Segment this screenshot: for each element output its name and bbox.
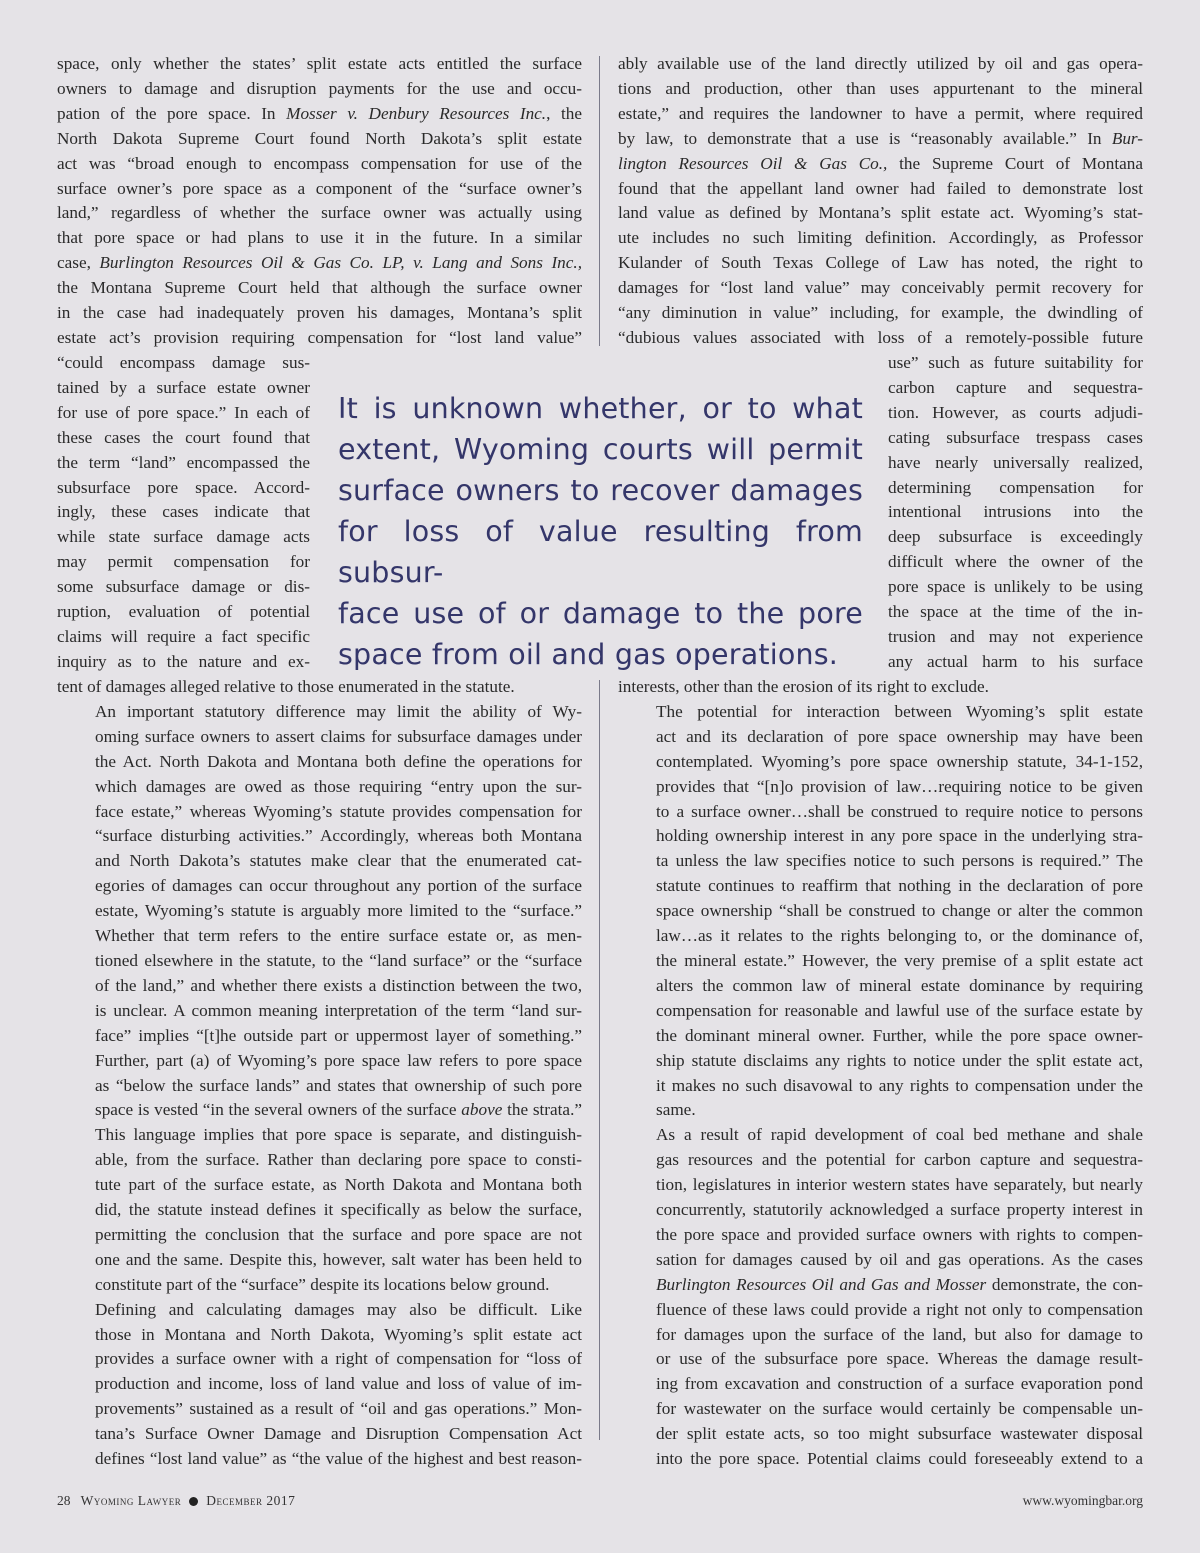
text-line: permitting the conclusion that the surface and pore space are not bbox=[95, 1224, 582, 1244]
text-line: alters the common law of mineral estate dominance by requiring bbox=[656, 975, 1143, 995]
text-line: constitute part of the “surface” despite its locations below ground. bbox=[95, 1274, 550, 1294]
text-line: “any diminution in value” including, for example, the dwindling of bbox=[618, 303, 1143, 323]
text-line: act was “broad enough to encompass compensation for use of the bbox=[57, 153, 582, 173]
text-line: intentional intrusions into the bbox=[888, 502, 1143, 522]
text-line: concurrently, statutorily acknowledged a surface property interest in bbox=[656, 1200, 1143, 1220]
text-line: have nearly universally realized, bbox=[888, 452, 1143, 472]
text-line: compensation for reasonable and lawful use of the surface estate by bbox=[656, 1000, 1143, 1020]
text-line: oming surface owners to assert claims for subsurface damages under bbox=[95, 726, 582, 746]
text-line: space is vested “in the several owners of the surface above the strata.” bbox=[95, 1100, 582, 1120]
paragraph bbox=[57, 1298, 582, 1472]
text-line: damages for “lost land value” may conceivably permit recovery for bbox=[618, 278, 1143, 298]
footer-left bbox=[57, 1493, 295, 1509]
text-line: face estate,” whereas Wyoming’s statute provides compensation for bbox=[95, 801, 582, 821]
text-line: found that the appellant land owner had failed to demonstrate lost bbox=[618, 178, 1143, 198]
text-line: der split estate acts, so too might subsurface wastewater disposal bbox=[656, 1424, 1143, 1444]
text-line: that pore space or had plans to use it in the future. In a similar bbox=[57, 228, 582, 248]
text-line: Kulander of South Texas College of Law has noted, the right to bbox=[618, 253, 1143, 273]
text-line: “dubious values associated with loss of a remotely-possible future bbox=[618, 327, 1143, 347]
text-line: estate,” and requires the landowner to have a permit, where required bbox=[618, 103, 1143, 123]
text-line: the space at the time of the in- bbox=[888, 602, 1143, 622]
text-line: ruption, evaluation of potential bbox=[57, 602, 310, 622]
text-line: while state surface damage acts bbox=[57, 527, 310, 547]
pull-quote-line: space from oil and gas operations. bbox=[338, 638, 839, 671]
text-line: trusion and may not experience bbox=[888, 626, 1143, 646]
paragraph bbox=[618, 675, 1143, 700]
text-line: estate, Wyoming’s statute is arguably more limited to the “surface.” bbox=[95, 901, 582, 921]
text-line: carbon capture and sequestra- bbox=[888, 377, 1143, 397]
left-column-bottom bbox=[57, 675, 582, 1472]
text-line: those in Montana and North Dakota, Wyoming’s split estate act bbox=[95, 1324, 582, 1344]
text-line: statute continues to reaffirm that nothing in the declaration of pore bbox=[656, 876, 1143, 896]
website: www.wyomingbar.org bbox=[1022, 1493, 1143, 1508]
right-column-top bbox=[618, 52, 1143, 351]
text-line: egories of damages can occur throughout any portion of the surface bbox=[95, 876, 582, 896]
text-line: The potential for interaction between Wyoming’s split estate bbox=[656, 701, 1143, 721]
text-line: act and its declaration of pore space ownership may have been bbox=[656, 726, 1143, 746]
text-line: gas resources and the potential for carbon capture and sequestra- bbox=[656, 1150, 1143, 1170]
text-line: for wastewater on the surface would certainly be compensable un- bbox=[656, 1399, 1143, 1419]
text-line: land value as defined by Montana’s split estate act. Wyoming’s stat- bbox=[618, 203, 1143, 223]
text-line: by law, to demonstrate that a use is “reasonably available.” In Bur- bbox=[618, 128, 1143, 148]
column-rule bbox=[599, 680, 600, 1440]
text-line: one and the same. Despite this, however, salt water has been held to bbox=[95, 1249, 582, 1269]
paragraph bbox=[618, 1123, 1143, 1472]
text-line: is unclear. A common meaning interpretation of the term “land sur- bbox=[95, 1000, 582, 1020]
text-line: it makes no such disavowal to any rights to compensation under the bbox=[656, 1075, 1143, 1095]
text-line: determining compensation for bbox=[888, 477, 1143, 497]
pull-quote-line: surface owners to recover damages bbox=[338, 474, 863, 507]
text-line: Whether that term refers to the entire surface estate or, as men- bbox=[95, 926, 582, 946]
text-line: As a result of rapid development of coal bed methane and shale bbox=[656, 1125, 1143, 1145]
text-line: pation of the pore space. In Mosser v. Denbury Resources Inc., the bbox=[57, 103, 582, 123]
text-line: same. bbox=[656, 1100, 696, 1120]
right-column-bottom bbox=[618, 675, 1143, 1472]
text-line: tion, legislatures in interior western states have separately, but nearly bbox=[656, 1175, 1143, 1195]
text-line: which damages are owed as those requiring “entry upon the sur- bbox=[95, 776, 582, 796]
text-line: ute includes no such limiting definition. Accordingly, as Professor bbox=[618, 228, 1143, 248]
pull-quote-line: extent, Wyoming courts will permit bbox=[338, 433, 863, 466]
text-line: subsurface pore space. Accord- bbox=[57, 477, 310, 497]
issue-date: December 2017 bbox=[206, 1493, 296, 1508]
text-line: tained by a surface estate owner bbox=[57, 377, 310, 397]
text-line: to a surface owner…shall be construed to require notice to persons bbox=[656, 801, 1143, 821]
text-line: An important statutory difference may limit the ability of Wy- bbox=[95, 701, 582, 721]
text-line: inquiry as to the nature and ex- bbox=[57, 651, 310, 671]
text-line: did, the statute instead defines it specifically as below the surface, bbox=[95, 1200, 582, 1220]
text-line: into the pore space. Potential claims could foreseeably extend to a bbox=[656, 1449, 1143, 1469]
pull-quote-line: It is unknown whether, or to what bbox=[338, 392, 863, 425]
text-line: and North Dakota’s statutes make clear that the enumerated cat- bbox=[95, 851, 582, 871]
text-line: provides that “[n]o provision of law…requiring notice to be given bbox=[656, 776, 1143, 796]
text-line: any actual harm to his surface bbox=[888, 651, 1143, 671]
text-line: able, from the surface. Rather than declaring pore space to consti- bbox=[95, 1150, 582, 1170]
text-line: may permit compensation for bbox=[57, 552, 310, 572]
text-line: interests, other than the erosion of its right to exclude. bbox=[618, 677, 989, 696]
text-line: use” such as future suitability for bbox=[888, 353, 1143, 372]
text-line: land,” regardless of whether the surface owner was actually using bbox=[57, 203, 582, 223]
pull-quote-line: face use of or damage to the pore bbox=[338, 597, 863, 630]
text-line: surface owner’s pore space as a component of the “surface owner’s bbox=[57, 178, 582, 198]
text-line: pore space is unlikely to be using bbox=[888, 577, 1143, 597]
text-line: these cases the court found that bbox=[57, 427, 310, 447]
text-line: ing from excavation and construction of a surface evaporation pond bbox=[656, 1374, 1143, 1394]
text-line: some subsurface damage or dis- bbox=[57, 577, 310, 597]
text-line: space, only whether the states’ split estate acts entitled the surface bbox=[57, 54, 582, 73]
text-line: sation for damages caused by oil and gas operations. As the cases bbox=[656, 1249, 1143, 1269]
page-number: 28 bbox=[57, 1493, 71, 1508]
text-line: production and income, loss of land value and loss of value of im- bbox=[95, 1374, 582, 1394]
text-line: the mineral estate.” However, the very premise of a split estate act bbox=[656, 950, 1143, 970]
text-line: tioned elsewhere in the statute, to the “land surface” or the “surface bbox=[95, 950, 582, 970]
text-line: Burlington Resources Oil and Gas and Mosser demonstrate, the con- bbox=[656, 1274, 1143, 1294]
text-line: provements” sustained as a result of “oil and gas operations.” Mon- bbox=[95, 1399, 582, 1419]
text-line: for use of pore space.” In each of bbox=[57, 402, 310, 422]
text-line: as “below the surface lands” and states that ownership of such pore bbox=[95, 1075, 582, 1095]
text-line: the Act. North Dakota and Montana both define the operations for bbox=[95, 751, 582, 771]
column-rule bbox=[599, 56, 600, 346]
text-line: ably available use of the land directly utilized by oil and gas opera- bbox=[618, 54, 1143, 73]
text-line: face” implies “[t]he outside part or uppermost layer of something.” bbox=[95, 1025, 582, 1045]
text-line: estate act’s provision requiring compensation for “lost land value” bbox=[57, 327, 582, 347]
text-line: the term “land” encompassed the bbox=[57, 452, 310, 472]
text-line: claims will require a fact specific bbox=[57, 626, 310, 646]
text-line: owners to damage and disruption payments for the use and occu- bbox=[57, 78, 582, 98]
text-line: Defining and calculating damages may also be difficult. Like bbox=[95, 1299, 582, 1319]
text-line: of the land,” and whether there exists a distinction between the two, bbox=[95, 975, 582, 995]
text-line: the dominant mineral owner. Further, while the pore space owner- bbox=[656, 1025, 1143, 1045]
text-line: tana’s Surface Owner Damage and Disruption Compensation Act bbox=[95, 1424, 582, 1444]
text-line: law…as it relates to the rights belonging to, or the dominance of, bbox=[656, 926, 1143, 946]
text-line: tent of damages alleged relative to those enumerated in the statute. bbox=[57, 677, 515, 696]
text-line: tute part of the surface estate, as North Dakota and Montana both bbox=[95, 1175, 582, 1195]
pull-quote-line: for loss of value resulting from subsur- bbox=[338, 515, 863, 589]
text-line: Further, part (a) of Wyoming’s pore space law refers to pore space bbox=[95, 1050, 582, 1070]
publication-name: Wyoming Lawyer bbox=[80, 1493, 182, 1508]
right-column-wrap bbox=[888, 351, 1143, 675]
text-line: in the case had inadequately proven his damages, Montana’s split bbox=[57, 303, 582, 323]
text-line: space ownership “shall be construed to change or alter the common bbox=[656, 901, 1143, 921]
text-line: holding ownership interest in any pore space in the underlying stra- bbox=[656, 826, 1143, 846]
left-column-top bbox=[57, 52, 582, 351]
text-line: lington Resources Oil & Gas Co., the Supreme Court of Montana bbox=[618, 153, 1143, 173]
text-line: contemplated. Wyoming’s pore space ownership statute, 34-1-152, bbox=[656, 751, 1143, 771]
text-line: provides a surface owner with a right of compensation for “loss of bbox=[95, 1349, 582, 1369]
text-line: ship statute disclaims any rights to notice under the split estate act, bbox=[656, 1050, 1143, 1070]
text-line: ingly, these cases indicate that bbox=[57, 502, 310, 522]
text-line: tions and production, other than uses appurtenant to the mineral bbox=[618, 78, 1143, 98]
text-line: defines “lost land value” as “the value of the highest and best reason- bbox=[95, 1449, 582, 1469]
paragraph bbox=[57, 700, 582, 1298]
pull-quote bbox=[338, 388, 863, 675]
bullet-icon bbox=[189, 1497, 198, 1506]
text-line: case, Burlington Resources Oil & Gas Co. LP, v. Lang and Sons Inc., bbox=[57, 253, 583, 273]
text-line: cating subsurface trespass cases bbox=[888, 427, 1143, 447]
text-line: difficult where the owner of the bbox=[888, 552, 1143, 572]
text-line: tion. However, as courts adjudi- bbox=[888, 402, 1143, 422]
text-line: ta unless the law specifies notice to such persons is required.” The bbox=[656, 851, 1143, 871]
text-line: “surface disturbing activities.” Accordingly, whereas both Montana bbox=[95, 826, 582, 846]
text-line: deep subsurface is exceedingly bbox=[888, 527, 1143, 547]
text-line: the pore space and provided surface owners with rights to compen- bbox=[656, 1224, 1143, 1244]
text-line: for damages upon the surface of the land, but also for damage to bbox=[656, 1324, 1143, 1344]
text-line: North Dakota Supreme Court found North Dakota’s split estate bbox=[57, 128, 582, 148]
text-line: “could encompass damage sus- bbox=[57, 353, 310, 372]
text-line: or use of the subsurface pore space. Whereas the damage result- bbox=[656, 1349, 1143, 1369]
paragraph bbox=[618, 700, 1143, 1123]
left-column-wrap bbox=[57, 351, 310, 675]
text-line: This language implies that pore space is separate, and distinguish- bbox=[95, 1125, 582, 1145]
text-line: the Montana Supreme Court held that although the surface owner bbox=[57, 278, 582, 298]
text-line: fluence of these laws could provide a right not only to compensation bbox=[656, 1299, 1143, 1319]
paragraph bbox=[57, 675, 582, 700]
